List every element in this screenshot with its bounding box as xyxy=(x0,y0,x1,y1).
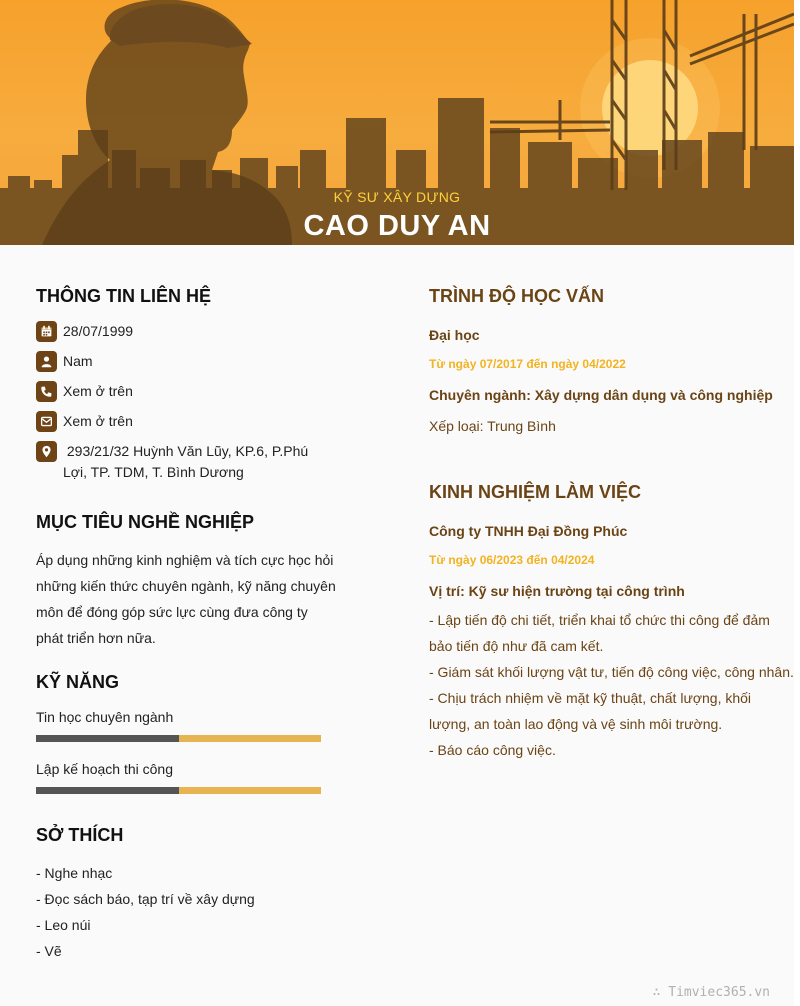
experience-company: Công ty TNHH Đại Đồng Phúc xyxy=(429,523,628,539)
skill-bar xyxy=(36,787,321,794)
contact-address xyxy=(36,441,336,483)
contact-text: 28/07/1999 xyxy=(63,323,134,339)
contact-email xyxy=(36,411,336,432)
email-icon xyxy=(36,411,57,432)
experience-bullet: - Lập tiến độ chi tiết, triển khai tổ chức thi công để đảm bảo tiến độ như đã cam kết. xyxy=(429,612,770,654)
experience-date: Từ ngày 06/2023 đến 04/2024 xyxy=(429,553,595,567)
location-icon xyxy=(36,441,57,462)
contact-birthdate xyxy=(36,321,336,342)
job-title: KỸ SƯ XÂY DỰNG xyxy=(333,189,461,205)
watermark-icon: ∴ xyxy=(652,985,669,1000)
skill-bar-fill xyxy=(36,787,179,794)
experience-bullet: - Giám sát khối lượng vật tư, tiến độ công việc, công nhân. xyxy=(429,664,794,680)
skills-section-title: KỸ NĂNG xyxy=(36,672,120,692)
hobby-item: - Vẽ xyxy=(36,943,62,959)
candidate-name: CAO DUY AN xyxy=(303,210,491,242)
hobby-item: - Leo núi xyxy=(36,917,91,933)
contact-text: Nam xyxy=(63,353,93,369)
skill-name: Lập kế hoạch thi công xyxy=(36,761,173,777)
skill-bar xyxy=(36,735,321,742)
skill-name: Tin học chuyên ngành xyxy=(36,709,174,725)
skill-bar-fill xyxy=(36,735,179,742)
calendar-icon xyxy=(36,321,57,342)
education-major: Chuyên ngành: Xây dựng dân dụng và công nghiệp xyxy=(429,387,773,403)
hobby-item: - Nghe nhạc xyxy=(36,865,113,881)
contact-text: 293/21/32 Huỳnh Văn Lũy, KP.6, P.Phú Lợi, TP. TDM, T. Bình Dương xyxy=(63,443,313,480)
phone-icon xyxy=(36,381,57,402)
watermark-text: Timviec365.vn xyxy=(668,985,770,1000)
education-degree: Đại học xyxy=(429,327,480,343)
objective-text: Áp dụng những kinh nghiệm và tích cực học hỏi những kiến thức chuyên ngành, kỹ năng chuyên môn để đóng góp sức lực cùng đưa công ty phát triển hơn nữa. xyxy=(36,552,336,646)
hobby-item: - Đọc sách báo, tạp trí về xây dựng xyxy=(36,891,255,907)
construction-silhouette-illustration xyxy=(0,0,794,245)
education-grade: Xếp loại: Trung Bình xyxy=(429,418,556,434)
contact-phone xyxy=(36,381,336,402)
contact-gender xyxy=(36,351,336,372)
objective-section-title: MỤC TIÊU NGHỀ NGHIỆP xyxy=(36,512,255,532)
contact-section-title: THÔNG TIN LIÊN HỆ xyxy=(36,286,211,306)
experience-section-title: KINH NGHIỆM LÀM VIỆC xyxy=(429,482,642,502)
experience-bullet: - Chịu trách nhiệm về mặt kỹ thuật, chất lượng, khối lượng, an toàn lao động và vệ sinh môi trường. xyxy=(429,690,752,732)
contact-text: Xem ở trên xyxy=(63,413,133,429)
education-date: Từ ngày 07/2017 đến ngày 04/2022 xyxy=(429,357,626,371)
right-column xyxy=(429,285,794,763)
experience-bullet: - Báo cáo công việc. xyxy=(429,742,556,758)
experience-position: Vị trí: Kỹ sư hiện trường tại công trình xyxy=(429,583,685,599)
watermark xyxy=(653,985,770,1000)
left-column xyxy=(36,285,336,964)
user-icon xyxy=(36,351,57,372)
contact-text: Xem ở trên xyxy=(63,383,133,399)
hobbies-section-title: SỞ THÍCH xyxy=(36,825,124,845)
header-banner xyxy=(0,0,794,245)
education-section-title: TRÌNH ĐỘ HỌC VẤN xyxy=(429,286,604,306)
